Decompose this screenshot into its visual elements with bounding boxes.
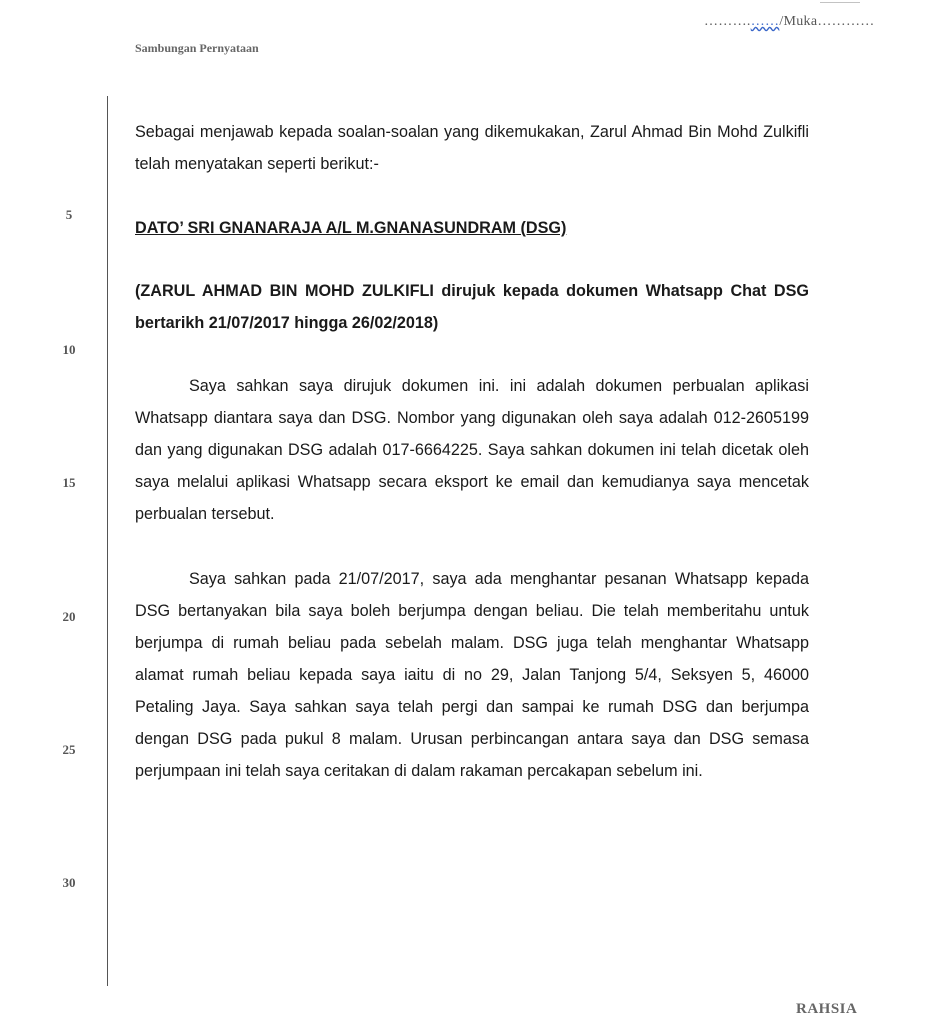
continuation-label: Sambungan Pernyataan [135, 41, 259, 55]
statement-paragraph-2: Saya sahkan pada 21/07/2017, saya ada menghantar pesanan Whatsapp kepada DSG bertanyakan bila saya boleh berjumpa dengan beliau. Die telah memberitahu untuk berjumpa di rumah beliau pada sebelah malam. DSG juga telah menghantar Whatsapp alamat rumah beliau kepada saya iaitu di no 29, Jalan Tanjong 5/4, Seksyen 5, 46000 Petaling Jaya. Saya sahkan saya telah pergi dan sampai ke rumah DSG dan berjumpa dengan DSG pada pukul 8 malam. Urusan perbincangan antara saya dan DSG semasa perjumpaan ini telah saya ceritakan di dalam rakaman percakapan sebelum ini. [135, 570, 809, 780]
spellcheck-squiggle: …… [750, 14, 780, 29]
line-number: 20 [62, 609, 76, 624]
page-ref-suffix: /Muka………… [779, 14, 875, 29]
page-reference [704, 14, 875, 30]
line-number: 5 [65, 207, 73, 222]
margin-rule [107, 96, 108, 986]
reference-paragraph [135, 275, 809, 339]
line-number: 10 [62, 342, 76, 357]
section-heading: DATO’ SRI GNANARAJA A/L M.GNANASUNDRAM (DSG) [135, 219, 567, 237]
page-edge-mark [820, 0, 860, 3]
line-number: 30 [62, 875, 76, 890]
reference-text: dirujuk kepada dokumen Whatsapp Chat DSG bertarikh 21/07/2017 hingga 26/02/2018) [135, 282, 809, 332]
statement-paragraph-1: Saya sahkan saya dirujuk dokumen ini. ini adalah dokumen perbualan aplikasi Whatsapp diantara saya dan DSG. Nombor yang digunakan oleh saya adalah 012-2605199 dan yang digunakan DSG adalah 017-6664225. Saya sahkan dokumen ini telah dicetak oleh saya melalui aplikasi Whatsapp secara eksport ke email dan kemudianya saya mencetak perbualan tersebut. [135, 377, 809, 523]
intro-paragraph: Sebagai menjawab kepada soalan-soalan yang dikemukakan, Zarul Ahmad Bin Mohd Zulkifli telah menyatakan seperti berikut:- [135, 123, 809, 173]
page-ref-prefix: ………. [704, 14, 751, 29]
classification-label: RAHSIA [796, 1001, 858, 1017]
line-number: 15 [62, 475, 76, 490]
reference-prefix: (ZARUL AHMAD BIN MOHD ZULKIFLI [135, 282, 434, 300]
line-number: 25 [62, 742, 76, 757]
